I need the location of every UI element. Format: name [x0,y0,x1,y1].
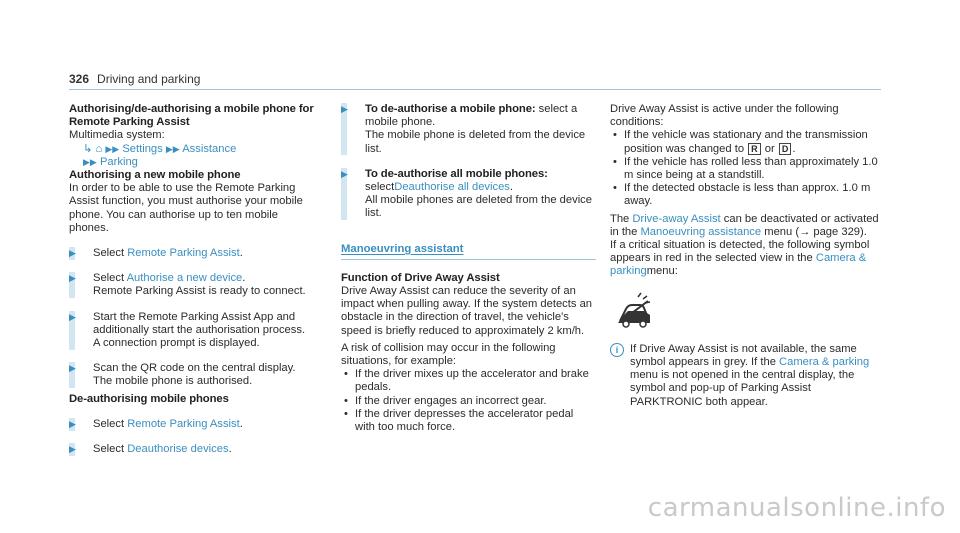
return-arrow-icon: ↳ [83,142,93,155]
auth-intro: In order to be able to use the Remote Parking Assist function, you must authorise your mobile phone. You can authorise up to ten mobile phones. [69,182,303,234]
chevron-right-icon: ▶▶ [165,143,180,154]
step-deauth-all [341,168,596,221]
column-right [610,103,880,409]
heading-function-drive-away: Function of Drive Away Assist [341,271,500,284]
multimedia-label: Multimedia system: [69,129,165,142]
note-text: If Drive Away Assist is not available, the same symbol appears in grey. If the [630,342,857,369]
list-item: • If the driver depresses the accelerator pedal with too much force. [341,408,596,434]
page-number: 326 [69,72,90,86]
nav-path [69,143,319,156]
column-left [69,103,319,456]
step-select-rpa-2 [69,418,319,431]
car-collision-warning-icon [614,291,654,331]
heading-authorising-deauthorising: Authorising/de-authorising a mobile phone for Remote Parking Assist [69,103,314,129]
link-deauthorise-all: Deauthorise all devices [394,181,510,194]
step-text: . [239,417,243,430]
list-item: • If the vehicle has rolled less than approximately 1.0 m since being at a standstill. [610,156,880,182]
step-select-rpa [69,247,319,260]
step-text: Select [93,443,128,456]
step-result: The mobile phone is deleted from the device list. [365,129,586,155]
function-text: Drive Away Assist can reduce the severity of an impact when pulling away. If the system detects an obstacle in the direction of travel, the vehicle's speed is briefly reduced to approximately 2 km/h. [341,285,593,337]
critical-text [610,239,880,279]
text: If a critical situation is detected, the following symbol appears in red in the selected view in the [610,239,870,265]
step-text: Select [93,417,128,430]
step-arrow-icon: ▶ [69,248,76,259]
list-item: • If the driver engages an incorrect gear. [341,395,596,408]
deauth-one-label: To de-authorise a mobile phone: [365,103,536,115]
step-text: Select [93,272,127,285]
conditions-bullets [610,129,880,208]
bullet-text: . [792,142,796,155]
link-camera-parking: Camera & parking [610,252,867,278]
link-deauthorise-devices: Deauthorise devices [127,443,229,456]
step-authorise-new [69,272,319,298]
step-arrow-icon: ▶ [69,418,76,429]
home-icon: ⌂ [95,142,103,155]
step-result: The mobile phone is authorised. [93,375,253,388]
step-text: . [228,443,232,456]
bullet-text: If the vehicle was stationary and the transmission position was changed to [624,129,868,155]
page-section-title: Driving and parking [97,72,201,86]
step-text: Scan the QR code on the central display. [93,362,296,375]
step-arrow-icon: ▶ [69,273,76,284]
risk-text: A risk of collision may occur in the following situations, for example: [341,341,556,368]
gear-r-icon: R [748,143,761,155]
step-result: A connection prompt is displayed. [93,337,260,350]
nav-parking: Parking [99,155,138,168]
step-arrow-icon: ▶ [341,168,348,179]
link-authorise-new-device: Authorise a new device [126,272,243,285]
nav-path-2 [69,156,319,169]
risk-bullets [341,368,596,434]
link-drive-away-assist: Drive-away Assist [632,212,721,225]
step-scan-qr [69,362,319,388]
text: menu (→ page 329). [761,225,867,238]
chevron-right-icon: ▶▶ [83,156,97,167]
nav-settings: Settings [122,142,163,155]
step-deauth-one [341,103,596,156]
section-title-manoeuvring: Manoeuvring assistant [341,242,464,255]
watermark: carmanualsonline.info [647,493,946,523]
text: menu: [646,265,678,278]
header-rule [69,89,881,90]
column-middle [341,103,596,434]
step-arrow-icon: ▶ [69,444,76,455]
link-manoeuvring-assistance: Manoeuvring assistance [640,225,762,238]
step-text: Select [93,247,128,260]
step-text: . [239,247,243,260]
step-text: select [365,181,395,194]
step-result: All mobile phones are deleted from the device list. [365,194,592,220]
step-arrow-icon: ▶ [69,311,76,322]
info-icon: i [610,343,624,357]
link-remote-parking-assist: Remote Parking Assist [127,247,240,260]
step-result: Remote Parking Assist is ready to connect. [93,285,306,298]
step-arrow-icon: ▶ [341,104,348,114]
heading-authorising-new: Authorising a new mobile phone [69,169,241,182]
link-remote-parking-assist: Remote Parking Assist [127,417,240,430]
list-item [610,129,880,155]
step-text: . [242,272,246,285]
nav-assistance: Assistance [182,142,237,155]
list-item: • If the driver mixes up the accelerator and brake pedals. [341,368,596,394]
step-deauthorise-devices [69,443,319,456]
link-camera-parking: Camera & parking [779,356,870,369]
heading-deauthorising: De-authorising mobile phones [69,392,229,405]
page-header [69,73,881,86]
deauth-one-text: select a mobile phone. [365,103,578,129]
text: can be deactivated or activated in the [610,212,879,238]
note-text: menu is not opened in the central display, the symbol and pop-up of Parking Assist PARKTRONIC both appear. [630,369,855,408]
list-item: • If the detected obstacle is less than approx. 1.0 m away. [610,182,880,208]
bullet-text: or [761,142,778,155]
step-start-app [69,311,319,351]
note-drive-away-unavailable [610,343,880,409]
step-text: Start the Remote Parking Assist App and additionally start the authorisation process. [93,310,306,336]
step-arrow-icon: ▶ [69,363,76,374]
gear-d-icon: D [779,143,792,155]
deactivation-text [610,213,880,239]
text: The [610,212,633,225]
deauth-all-label: To de-authorise all mobile phones: [365,167,548,180]
step-text: . [509,181,514,194]
active-conditions-text: Drive Away Assist is active under the following conditions: [610,103,839,129]
chevron-right-icon: ▶▶ [105,143,120,154]
